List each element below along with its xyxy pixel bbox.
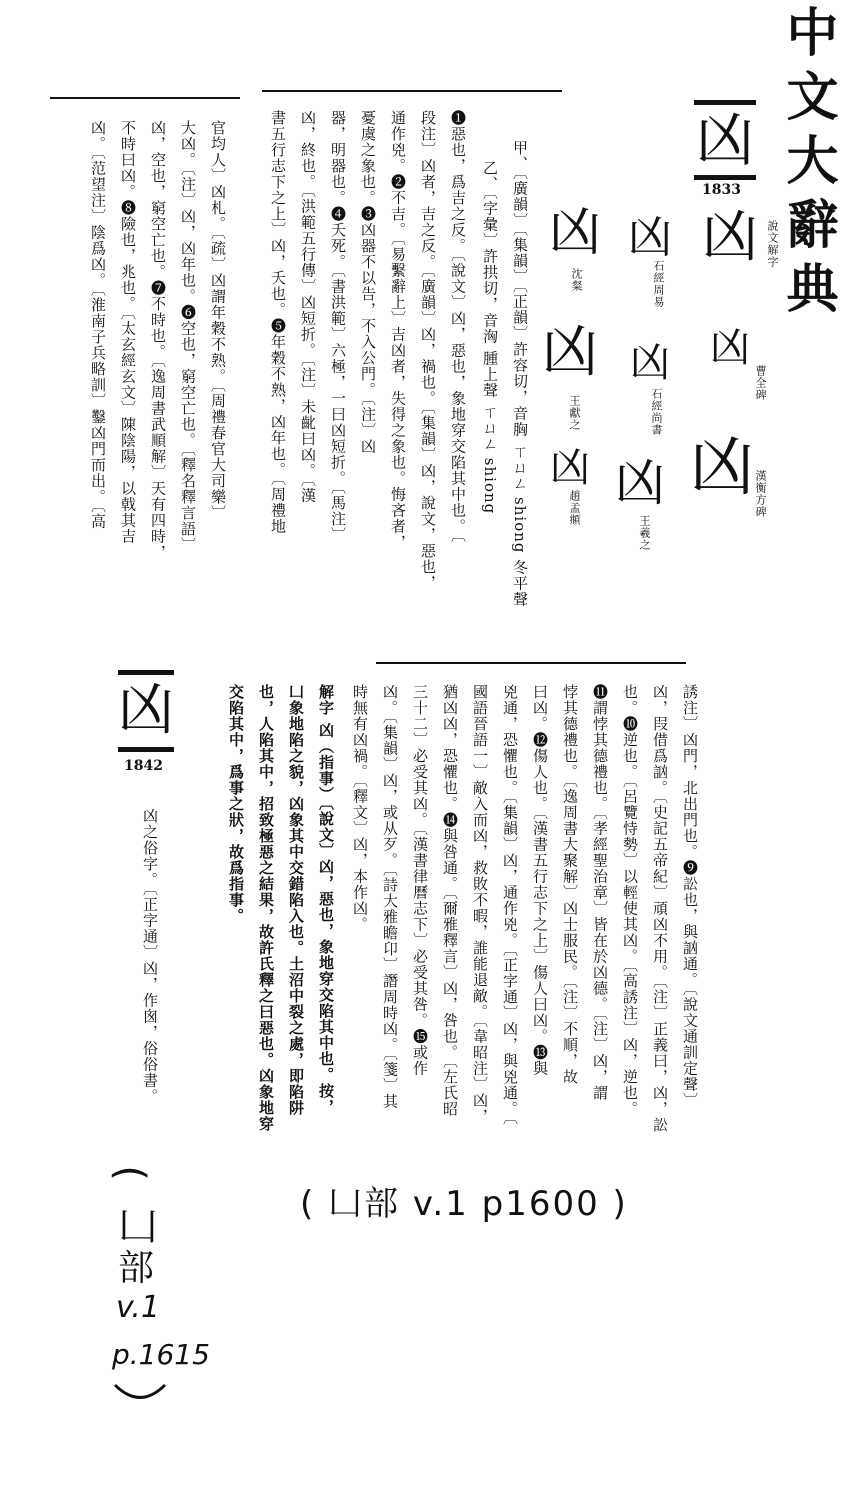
seal-form-5-label: 石經尚書 — [650, 388, 663, 436]
seal-form-3-label: 沈粲 — [570, 268, 583, 292]
seal-form-8: 凶 — [615, 454, 665, 512]
entry1-col-10: 凶，空也，窮空亡也。❼不時也。〔逸周書武順解〕天有四時， — [149, 120, 167, 561]
seal-form-8-label: 王羲之 — [638, 515, 651, 551]
cont-col-14: 凵象地陷之貌，凶象其中交錯陷入也。土沼中裂之處，即陷阱 — [287, 684, 305, 1116]
handwritten-middle-note: ( 凵部 v.1 p1600 ) — [300, 1184, 628, 1224]
cont-col-2: 凶，叚借爲訩。〔史記五帝紀〕頑凶不用。〔注〕正義曰，凶，訟 — [651, 684, 669, 1133]
seal-form-7-label: 漢衡方碑 — [754, 470, 767, 518]
cont-col-5: 悖其德禮也。〔逸周書大聚解〕凶士服民。〔注〕不順，故 — [561, 684, 579, 1085]
entry1-col-8: 官均人〕凶札。〔疏〕凶謂年穀不熟。〔周禮春官大司樂〕 — [209, 120, 227, 521]
entry1-col-7: 書五行志下之上〕凶，夭也。❺年穀不熟，凶年也。〔周禮地 — [269, 110, 287, 535]
seal-form-4-label: 曹全碑 — [754, 365, 767, 401]
entry1-col-2: 段注〕凶者，吉之反。〔廣韻〕凶，禍也。〔集韻〕凶，說文，惡也， — [419, 110, 437, 591]
entry1-col-4: 憂虞之象也。❸凶器不以告，不入公門。〔注〕凶 — [359, 110, 377, 455]
cont-col-10: 三十二〕必受其凶。〔漢書律曆志下〕必受其咎。⓯或作 — [411, 684, 429, 1077]
seal-form-2: 凶 — [628, 212, 672, 263]
handwritten-closing-bracket — [110, 1380, 170, 1410]
cont-col-9: 猶凶凶，恐懼也。⓮與咎通。〔爾雅釋言〕凶，咎也。〔左氏昭 — [441, 684, 459, 1117]
cont-col-7: 兇通，恐懼也。〔集韻〕凶，通作兇。〔正字通〕凶，與兇通。〔 — [501, 684, 519, 1126]
entry1-col-3: 通作兇。❷不吉。〔易繫辭上〕吉凶者，失得之象也。悔吝者， — [389, 110, 407, 551]
seal-form-9: 凶 — [550, 445, 590, 491]
entry1-headword: 凶 — [695, 106, 754, 174]
entry1-col-6: 凶，終也。〔洪範五行傳〕凶短折。〔注〕未齔曰凶。〔漢 — [299, 110, 317, 504]
cont-col-15: 也，人陷其中，招致極惡之結果，故許氏釋之曰惡也。凶象地穿 — [257, 684, 275, 1132]
handwritten-bu: 部 — [118, 1248, 155, 1289]
seal-form-7: 凶 — [690, 431, 754, 505]
cont-col-1: 誘注〕凶門，北出門也。❾訟也，與訩通。〔說文通訓定聲〕 — [681, 684, 699, 1109]
seal-form-6-label: 王獻之 — [568, 395, 581, 431]
entry1-col-1: ❶惡也，爲吉之反。〔說文〕凶，惡也，象地穿交陷其中也。〔 — [449, 110, 467, 543]
cont-col-6: 曰凶。⓬傷人也。〔漢書五行志下之上〕傷人曰凶。⓭與 — [531, 684, 549, 1077]
cont-col-16: 交陷其中，爲事之狀，故爲指事。 — [227, 684, 245, 924]
cont-col-11: 凶。〔集韻〕凶，或从歹。〔詩大雅瞻卬〕譖周時凶。〔箋〕其 — [381, 684, 399, 1110]
seal-form-2-label: 石經周易 — [652, 260, 665, 308]
cont-col-13: 解字 凶（指事）〔說文〕凶，惡也，象地穿交陷其中也。按， — [317, 684, 335, 1115]
entry1-col-5: 器，明器也。❹夭死。〔書洪範〕六極，一曰凶短折。〔馬注〕 — [329, 110, 347, 543]
entry1-pron-yi: 乙、〔字彙〕許拱切，音洶 腫上聲 ㄒㄩㄥ shiong — [481, 160, 499, 515]
handwritten-page: p.1615 — [112, 1338, 210, 1371]
cont-col-4: ⓫謂悖其德禮也。〔孝經聖治章〕皆在於凶德。〔注〕凶，謂 — [591, 684, 609, 1101]
seal-form-3: 凶 — [548, 203, 601, 263]
entry1-headword-box — [694, 100, 756, 180]
handwritten-radical: 凵 — [118, 1204, 158, 1250]
seal-form-6: 凶 — [542, 320, 598, 385]
seal-form-5: 凶 — [630, 340, 670, 386]
middle-rule — [376, 662, 686, 664]
handwritten-bracket: ( — [106, 1165, 153, 1181]
cont-col-8: 國語晉語一〕敵入而凶，救敗不暇，誰能退敵。〔韋昭注〕凶， — [471, 684, 489, 1125]
seal-form-4: 凶 — [710, 325, 750, 371]
entry1-number: 1833 — [702, 182, 741, 198]
entry2-headword: 凶 — [118, 678, 174, 743]
seal-form-1: 凶 — [702, 205, 758, 270]
top-rule-right — [262, 90, 562, 92]
entry1-col-9: 大凶。〔注〕凶，凶年也。❻空也，窮空亡也。〔釋名釋言語〕 — [179, 120, 197, 553]
cont-col-3: 也。❿逆也。〔呂覽恃勢〕以輕使其凶。〔高誘注〕凶，逆也。 — [621, 684, 639, 1117]
entry2-number: 1842 — [124, 758, 163, 774]
dictionary-title: 中文大辭典 — [777, 5, 838, 325]
entry1-col-12: 凶。〔范望注〕陰爲凶。〔淮南子兵略訓〕鑿凶門而出。〔高 — [89, 120, 107, 530]
entry1-col-11: 不時曰凶。❽險也，兆也。〔太玄經玄文〕陳陰陽，以戟其吉 — [119, 120, 137, 545]
handwritten-volume: v.1 — [116, 1290, 160, 1325]
entry2-text: 凶之俗字。〔正字通〕凶，作囪，俗俗書。 — [141, 808, 159, 1105]
top-rule-left — [50, 97, 240, 99]
cont-col-12: 時無有凶禍。〔釋文〕凶，本作凶。 — [351, 684, 369, 933]
seal-form-1-label: 說文解字 — [766, 220, 779, 268]
entry2-headword-box — [118, 670, 174, 752]
seal-form-9-label: 趙孟頫 — [568, 490, 581, 526]
entry1-pron-jia: 甲、〔廣韻〕〔集韻〕〔正韻〕許容切，音胸 ㄒㄩㄥ shiong 冬平聲 — [511, 140, 529, 608]
